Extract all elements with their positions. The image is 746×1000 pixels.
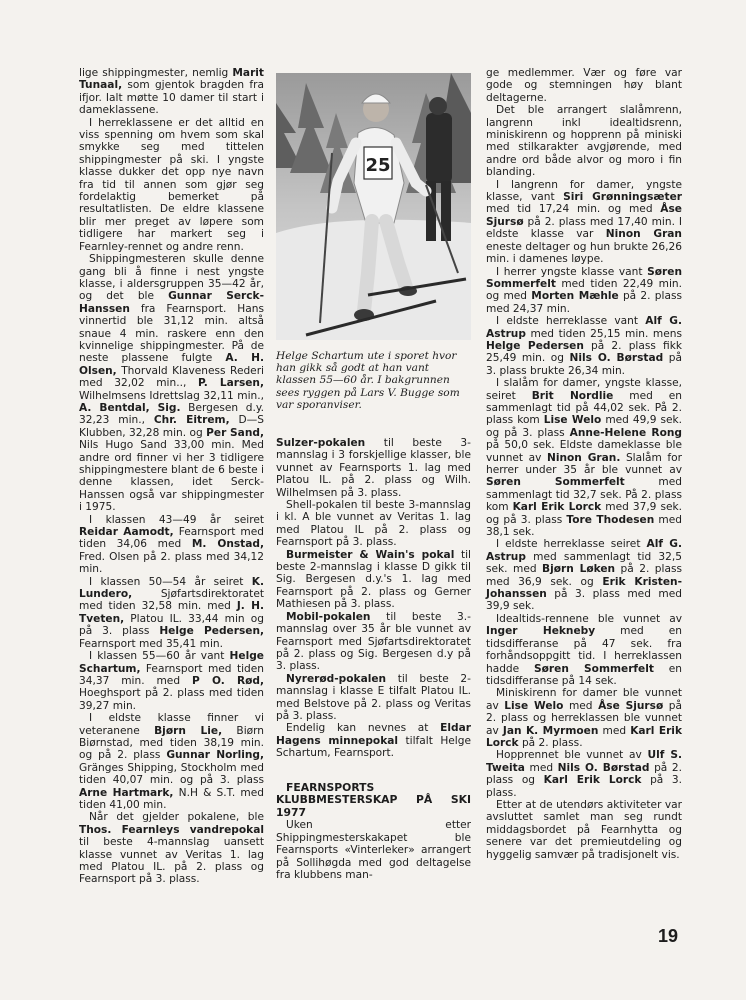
- paragraph: I herrer yngste klasse vant Søren Sommerfelt med tiden 22,49 min. og med Morten Mæhle på 2. plass med 24,37 min.: [486, 265, 682, 315]
- paragraph: I eldste herreklasse vant Alf G. Astrup med tiden 25,15 min. mens Helge Pedersen på 2. plass fikk 25,49 min. og Nils O. Børstad på 3. plass brukte 26,34 min.: [486, 315, 682, 377]
- caption-text: Helge Schartum ute i sporet hvor han gikk så godt at han vant klassen 55—60 år. I bakgrunnen sees ryggen på Lars V. Bugge som var sporanviser.: [276, 350, 460, 411]
- paragraph: I slalåm for damer, yngste klasse, seiret Brit Nordlie med en sammenlagt tid på 44,02 sek. På 2. plass kom Lise Welo med 49,9 sek. og på 3. plass Anne-Helene Rong på 50,0 sek. Eldste dameklasse ble vunnet av Ninon Gran. Slalåm for herrer under 35 år ble vunnet av Søren Sommerfelt med sammenlagt tid 32,7 sek. På 2. plass kom Karl Erik Lorck med 37,9 sek. og på 3. plass Tore Thodesen med 38,1 sek.: [486, 377, 683, 539]
- paragraph: Shippingmesteren skulle denne gang bli å finne i nest yngste klasse, i aldersgruppen 35—42 år, og det ble Gunnar Serck-Hanssen fra Fearnsport. Hans vinnertid ble 31,12 min. altså snaue 4 min. raskere enn den kvinnelige shippingmester. På de neste plassene fulgte A. H. Olsen, Thorvald Klaveness Rederi med 32,02 min.., P. Larsen, Wilhelmsens Idrettslag 32,11 min., A. Bentdal, Sig. Bergesen d.y. 32,23 min., Chr. Eitrem, D—S Klubben, 32,28 min. og Per Sand, Nils Hugo Sand 33,00 min. Med andre ord finner vi her 3 tidligere shippingmestere blant de 6 beste i denne klassen, idet Serck-Hanssen også var shippingmester i 1975.: [79, 253, 265, 514]
- paragraph: Det ble arrangert slalåmrenn, langrenn inkl idealtidsrenn, miniskirenn og hopprenn på miniski med stilkarakter avgjørende, med andre ord både alvor og moro i fin blanding.: [486, 104, 682, 179]
- bib-number: 25: [365, 155, 391, 176]
- paragraph: Etter at de utendørs aktiviteter var avsluttet samlet man seg rundt middagsbordet på Fearnhytta og senere var det premieutdeling og hyggelig samvær på tradisjonelt vis.: [486, 798, 682, 861]
- photo-caption: [276, 350, 471, 411]
- paragraph: ge medlemmer. Vær og føre var gode og stemningen høy blant deltagerne.: [486, 67, 682, 104]
- paragraph: I eldste herreklasse seiret Alf G. Astrup med sammenlagt tid 32,5 sek. med Bjørn Løken på 2. plass med 36,9 sek. og Erik Kristen-Johanssen på 3. plass med med 39,9 sek.: [486, 538, 682, 613]
- paragraph: I eldste klasse finner vi veteranene Bjørn Lie, Biørn Biørnstad, med tiden 38,19 min. og på 2. plass Gunnar Norling, Gränges Shipping, Stockholm med tiden 40,07 min. og på 3. plass Arne Hartmark, N.H & S.T. med tiden 41,00 min.: [79, 712, 265, 811]
- paragraph: I klassen 55—60 år vant Helge Schartum, Fearnsport med tiden 34,37 min. med P O. Rød, Hoeghsport på 2. plass med tiden 39,27 min.: [79, 650, 265, 712]
- paragraph: Burmeister & Wain's pokal til beste 2-mannslag i klasse D gikk til Sig. Bergesen d.y.'s 1. lag med Fearnsport på 2. plass og Gerner Mathiesen på 3. plass.: [276, 548, 471, 611]
- article-column-3: [486, 67, 682, 861]
- spacer: [276, 760, 471, 782]
- paragraph: Nyrerød-pokalen til beste 2-mannslag i klasse E tilfalt Platou IL. med Belstove på 2. plass og Veritas på 3. plass.: [276, 672, 471, 722]
- page-number: 19: [658, 926, 679, 946]
- paragraph: Idealtids-rennene ble vunnet av Inger Hekneby med en tidsdifferanse på 47 sek. fra forhåndsoppgitt tid. I herreklassen hadde Søren Sommerfelt en tidsdifferanse på 14 sek.: [486, 612, 682, 687]
- paragraph: Uken etter Shippingmesterskakapet ble Fearnsports «Vinterleker» arrangert på Sollihøgda med god deltagelse fra klubbens man-: [276, 819, 471, 881]
- paragraph: I langrenn for damer, yngste klasse, vant Siri Grønningsæter med tid 17,24 min. og med Åse Sjursø på 2. plass med 17,40 min. I eldste klasse var Ninon Gran eneste deltager og hun brukte 26,26 min. i damenes løype.: [486, 178, 682, 266]
- paragraph: I herreklassene er det alltid en viss spenning om hvem som skal smykke seg med tittelen shippingmester på ski. I yngste klasse dukker det opp nye navn fra tid til annen som gjør seg fordelaktig bemerket på resultatlisten. De eldre klassene blir mer preget av løpere som tidligere har markert seg i Fearnley-rennet og andre renn.: [79, 116, 264, 253]
- paragraph: Sulzer-pokalen til beste 3-mannslag i 3 forskjellige klasser, ble vunnet av Fearnsports 1. lag med Platou IL. på 2. plass og Wilh. Wilhelmsen på 3. plass.: [276, 437, 471, 499]
- paragraph: Mobil-pokalen til beste 3.-mannslag over 35 år ble vunnet av Fearnsport med Sjøfartsdirektoratet på 2. plass og Sig. Bergesen d.y på 3. plass.: [276, 610, 471, 673]
- skier-photo: [276, 73, 471, 340]
- paragraph: I klassen 43—49 år seiret Reidar Aamodt, Fearnsport med tiden 34,06 med M. Onstad, Fred. Olsen på 2. plass med 34,12 min.: [79, 513, 264, 576]
- paragraph: Når det gjelder pokalene, ble Thos. Fearnleys vandrepokal til beste 4-mannslag uansett klasse vunnet av Veritas 1. lag med Platou IL. på 2. plass og Fearnsport på 3. plass.: [79, 811, 264, 886]
- article-column-2: [276, 437, 471, 881]
- paragraph: lige shippingmester, nemlig Marit Tunaal, som gjentok bragden fra ifjor. Ialt møtte 10 damer til start i dameklassene.: [79, 67, 264, 117]
- paragraph: Endelig kan nevnes at Eldar Hagens minnepokal tilfalt Helge Schartum, Fearnsport.: [276, 722, 471, 760]
- paragraph: Miniskirenn for damer ble vunnet av Lise Welo med Åse Sjursø på 2. plass og herreklassen ble vunnet av Jan K. Myrmoen med Karl Erik Lorck på 2. plass.: [486, 687, 682, 749]
- paragraph: Hopprennet ble vunnet av Ulf S. Tweita med Nils O. Børstad på 2. plass og Karl Erik Lorck på 3. plass.: [486, 749, 683, 799]
- section-title: FEARNSPORTS KLUBBMESTERSKAP PÅ SKI 1977: [276, 780, 471, 819]
- paragraph: Shell-pokalen til beste 3-mannslag i kl. A ble vunnet av Veritas 1. lag med Platou IL på 2. plass og Fearnsport på 3. plass.: [276, 499, 471, 549]
- article-column-1: [79, 67, 264, 886]
- skier-illustration: [276, 73, 471, 340]
- paragraph: I klassen 50—54 år seiret K. Lundero, Sjøfartsdirektoratet med tiden 32,58 min. med J. H. Tveten, Platou IL. 33,44 min og på 3. plass Helge Pedersen, Fearnsport med 35,41 min.: [79, 575, 265, 650]
